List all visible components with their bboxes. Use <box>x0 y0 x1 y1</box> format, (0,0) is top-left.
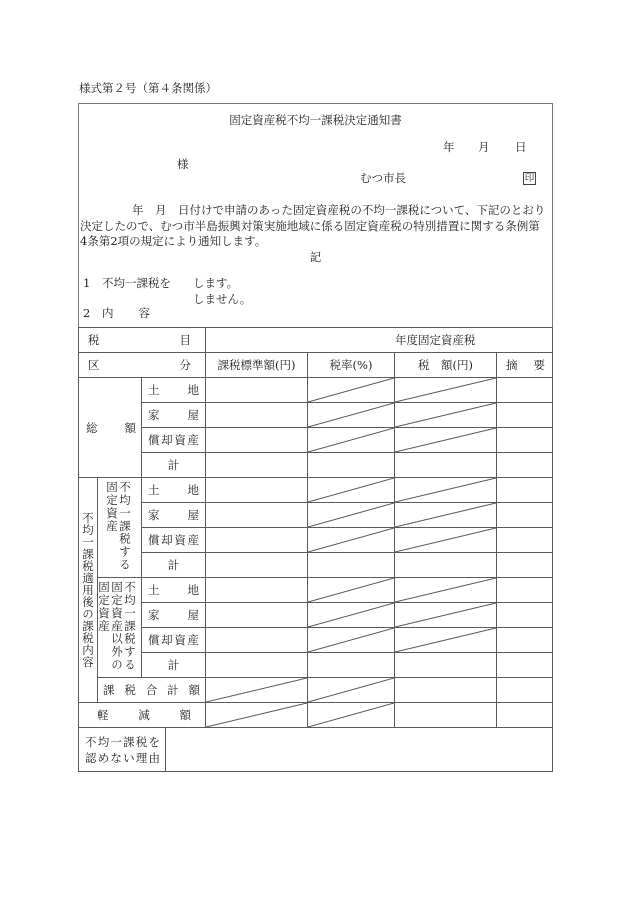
taxable-total-label-cell <box>97 677 206 703</box>
label-char: 税 <box>88 333 100 347</box>
strike-diagonal <box>395 503 496 527</box>
label-char: 資 <box>174 533 186 547</box>
strike-diagonal <box>395 528 496 552</box>
label-char: 内 <box>102 306 114 320</box>
strike-diagonal <box>395 603 496 627</box>
group1-house-tax-base-cell <box>205 502 308 528</box>
group2-depreciable-tax-rate-cell <box>307 627 395 653</box>
group1-subtotal-tax-rate-cell <box>307 552 395 578</box>
strike-diagonal <box>395 428 496 452</box>
reason-label-cell <box>78 727 166 772</box>
label-char: 課 <box>123 734 135 749</box>
group1-depreciable-remarks-cell <box>496 527 553 553</box>
land-label <box>148 482 199 498</box>
group2-depreciable-remarks-cell <box>496 627 553 653</box>
label-char: 計 <box>167 458 180 472</box>
group1-land-remarks-cell <box>496 477 553 503</box>
strike-diagonal <box>308 403 394 427</box>
notice-title: 固定資産税不均一課税決定通知書 <box>229 113 402 127</box>
strike-diagonal <box>206 678 307 702</box>
total-house-tax-amount-cell <box>394 402 497 428</box>
group1-land-tax-base-cell <box>205 477 308 503</box>
label-char: 償 <box>148 633 160 647</box>
tax-item-label <box>88 332 191 348</box>
group1-land-tax-rate-cell <box>307 477 395 503</box>
label-char: 区 <box>88 358 100 372</box>
reduction-tax-amount-cell <box>394 702 497 728</box>
date-day-label: 日 <box>515 140 527 154</box>
label-char: 償 <box>148 533 160 547</box>
group1-depreciable-label-cell <box>141 527 206 553</box>
item1-number: 1 <box>83 276 91 290</box>
label-char: 地 <box>187 383 199 397</box>
subtotal-label <box>148 557 199 573</box>
group2-house-remarks-cell <box>496 602 553 628</box>
total-subtotal-label-cell <box>141 452 206 478</box>
seal-stamp-icon: 印 <box>524 173 535 184</box>
group2-label-cell <box>97 577 142 678</box>
label-char: め <box>97 750 110 765</box>
total-subtotal-tax-rate-cell <box>307 452 395 478</box>
col-header-tax-base <box>205 352 308 378</box>
group2-label <box>97 581 136 671</box>
group1-depreciable-tax-base-cell <box>205 527 308 553</box>
subtotal-label <box>148 657 199 673</box>
strike-diagonal <box>308 703 394 727</box>
total-house-remarks-cell <box>496 402 553 428</box>
label-char: を <box>148 734 160 749</box>
body-line-1: 年 月 日付けで申請のあった固定資産税の不均一課税について、下記のとおり <box>132 203 546 217</box>
strike-diagonal <box>308 428 394 452</box>
label-char: 計 <box>167 683 179 697</box>
label-char: 分 <box>179 358 191 372</box>
group2-subtotal-remarks-cell <box>496 652 553 678</box>
group2-house-tax-amount-cell <box>394 602 497 628</box>
label-char: 家 <box>148 408 160 422</box>
item1-option-not: しません。 <box>193 292 252 306</box>
reduction-label <box>97 707 191 723</box>
land-label <box>148 382 199 398</box>
label-char: 税 <box>135 734 148 749</box>
group2-land-remarks-cell <box>496 577 553 603</box>
reduction-tax-base-cell <box>205 702 308 728</box>
reduction-remarks-cell <box>496 702 553 728</box>
label-char: 産 <box>187 533 199 547</box>
label-char: 屋 <box>187 508 199 522</box>
strike-diagonal <box>395 378 496 402</box>
col-tax-amount-label: 税 額(円) <box>418 358 473 372</box>
label-char: 資 <box>174 633 186 647</box>
strike-diagonal <box>395 578 496 602</box>
total-house-tax-base-cell <box>205 402 308 428</box>
date-month-label: 月 <box>478 140 490 154</box>
group2-land-label-cell <box>141 577 206 603</box>
label-char: 計 <box>167 658 180 672</box>
taxable-total-remarks-cell <box>496 677 553 703</box>
reason-value-cell <box>165 727 553 772</box>
taxable-total-tax-amount-cell <box>394 677 497 703</box>
col-tax-base-label: 課税標準額(円) <box>217 358 296 372</box>
reason-label-line <box>85 750 160 766</box>
total-land-tax-rate-cell <box>307 377 395 403</box>
label-char: 容 <box>138 306 150 320</box>
label-char: 土 <box>148 583 160 597</box>
label-char: 地 <box>187 583 199 597</box>
label-char: 摘 <box>506 358 518 372</box>
category-label <box>88 357 191 373</box>
group2-subtotal-tax-base-cell <box>205 652 308 678</box>
fiscal-year-header-cell <box>205 327 553 353</box>
label-char: 土 <box>148 383 160 397</box>
strike-diagonal <box>395 478 496 502</box>
subtotal-label <box>148 457 199 473</box>
label-char: 屋 <box>187 408 199 422</box>
label-char: 目 <box>179 333 191 347</box>
group1-label <box>105 481 131 571</box>
group1-label-cell <box>97 477 142 578</box>
body-line-2: 決定したので、むつ市半島振興対策実施地域に係る固定資産税の特別措置に関する条例第 <box>80 219 540 233</box>
strike-diagonal <box>308 678 394 702</box>
label-char: 均 <box>97 734 110 749</box>
item1-label: 不均一課税を <box>102 276 171 290</box>
taxable-total-tax-base-cell <box>205 677 308 703</box>
label-char: 家 <box>148 508 160 522</box>
strike-diagonal <box>308 378 394 402</box>
group1-depreciable-tax-rate-cell <box>307 527 395 553</box>
label-char: 不 <box>85 734 97 749</box>
label-char: 家 <box>148 608 160 622</box>
label-char: 合 <box>145 683 158 697</box>
depreciable-assets-label <box>148 532 199 548</box>
fiscal-year-header: 年度固定資産税 <box>395 333 476 347</box>
group2-land-tax-rate-cell <box>307 577 395 603</box>
total-land-tax-base-cell <box>205 377 308 403</box>
group2-depreciable-tax-base-cell <box>205 627 308 653</box>
label-char: 土 <box>148 483 160 497</box>
col-header-tax-rate <box>307 352 395 378</box>
label-char: 却 <box>161 533 173 547</box>
date-year-label: 年 <box>443 140 455 154</box>
label-char: 課 <box>103 683 115 697</box>
label-char: 額 <box>188 683 200 697</box>
category-header-cell <box>78 352 206 378</box>
col-tax-rate-label: 税率(%) <box>329 358 373 372</box>
total-subtotal-remarks-cell <box>496 452 553 478</box>
addressee-honorific: 様 <box>177 157 189 171</box>
total-house-tax-rate-cell <box>307 402 395 428</box>
group1-house-label-cell <box>141 502 206 528</box>
section-label-cell <box>78 477 98 703</box>
label-char: 理 <box>135 750 148 765</box>
total-label <box>86 420 136 436</box>
label-char: な <box>110 750 122 765</box>
total-land-tax-amount-cell <box>394 377 497 403</box>
group1-subtotal-tax-base-cell <box>205 552 308 578</box>
label-char: 要 <box>533 358 545 372</box>
col-header-tax-amount <box>394 352 497 378</box>
total-subtotal-tax-amount-cell <box>394 452 497 478</box>
group2-depreciable-tax-amount-cell <box>394 627 497 653</box>
body-line-3: 4条第2項の規定により通知します。 <box>80 234 267 248</box>
section-label: 不均一課税適用後の課税内容 <box>81 512 95 668</box>
label-char: 産 <box>187 633 199 647</box>
label-char: 額 <box>124 420 136 435</box>
reduction-label-cell <box>78 702 206 728</box>
group1-land-tax-amount-cell <box>394 477 497 503</box>
house-label <box>148 407 199 423</box>
total-depreciable-remarks-cell <box>496 427 553 453</box>
reason-label-line <box>85 734 160 750</box>
taxable-total-tax-rate-cell <box>307 677 395 703</box>
label-char: 税 <box>124 683 136 697</box>
total-land-label-cell <box>141 377 206 403</box>
group2-label-line: 固定資産以外の <box>110 581 124 672</box>
reduction-tax-rate-cell <box>307 702 395 728</box>
group2-label-line: 固定資産 <box>97 581 111 633</box>
group2-house-tax-rate-cell <box>307 602 395 628</box>
form-number-label: 様式第２号（第４条関係） <box>79 81 217 95</box>
strike-diagonal <box>206 703 307 727</box>
group2-subtotal-tax-amount-cell <box>394 652 497 678</box>
label-char: 償 <box>148 433 160 447</box>
group2-house-tax-base-cell <box>205 602 308 628</box>
label-char: 総 <box>86 420 98 435</box>
ki-heading: 記 <box>309 250 322 264</box>
label-char: 軽 <box>97 708 109 722</box>
strike-diagonal <box>308 503 394 527</box>
group2-house-label-cell <box>141 602 206 628</box>
total-group-label-cell <box>78 377 142 478</box>
group1-land-label-cell <box>141 477 206 503</box>
strike-diagonal <box>308 478 394 502</box>
taxable-total-label <box>103 682 200 698</box>
group1-depreciable-tax-amount-cell <box>394 527 497 553</box>
group1-house-tax-rate-cell <box>307 502 395 528</box>
group2-land-tax-base-cell <box>205 577 308 603</box>
land-label <box>148 582 199 598</box>
depreciable-assets-label <box>148 632 199 648</box>
group1-subtotal-label-cell <box>141 552 206 578</box>
strike-diagonal <box>395 403 496 427</box>
total-depreciable-tax-rate-cell <box>307 427 395 453</box>
label-char: 却 <box>161 633 173 647</box>
item2-number: 2 <box>83 306 91 320</box>
strike-diagonal <box>308 603 394 627</box>
label-char: 産 <box>187 433 199 447</box>
strike-diagonal <box>308 578 394 602</box>
item1-option-do: します。 <box>193 276 239 290</box>
label-char: 資 <box>174 433 186 447</box>
group2-label-line: 不均一課税する <box>123 581 137 672</box>
total-subtotal-tax-base-cell <box>205 452 308 478</box>
label-char: 屋 <box>187 608 199 622</box>
total-depreciable-tax-base-cell <box>205 427 308 453</box>
total-depreciable-tax-amount-cell <box>394 427 497 453</box>
group1-subtotal-remarks-cell <box>496 552 553 578</box>
group1-label-line: 不均一課税する <box>118 481 132 572</box>
group1-house-tax-amount-cell <box>394 502 497 528</box>
label-char: 一 <box>110 734 122 749</box>
total-house-label-cell <box>141 402 206 428</box>
group2-subtotal-label-cell <box>141 652 206 678</box>
issuer-name: むつ市長 <box>360 171 406 185</box>
house-label <box>148 507 199 523</box>
group1-subtotal-tax-amount-cell <box>394 552 497 578</box>
group2-land-tax-amount-cell <box>394 577 497 603</box>
strike-diagonal <box>395 628 496 652</box>
house-label <box>148 607 199 623</box>
strike-diagonal <box>308 528 394 552</box>
label-char: 減 <box>138 708 150 722</box>
label-char: 却 <box>161 433 173 447</box>
label-char: 地 <box>187 483 199 497</box>
group2-depreciable-label-cell <box>141 627 206 653</box>
label-char: 額 <box>179 708 191 722</box>
label-char: 認 <box>85 750 97 765</box>
total-land-remarks-cell <box>496 377 553 403</box>
label-char: い <box>123 750 135 765</box>
label-char: 由 <box>148 750 160 765</box>
total-depreciable-label-cell <box>141 427 206 453</box>
label-char: 計 <box>167 558 180 572</box>
tax-item-header-cell <box>78 327 206 353</box>
col-remarks-label <box>506 357 545 373</box>
strike-diagonal <box>308 628 394 652</box>
item2-label <box>102 306 150 320</box>
depreciable-assets-label <box>148 432 199 448</box>
group2-subtotal-tax-rate-cell <box>307 652 395 678</box>
group1-label-line: 固定資産 <box>105 481 119 533</box>
col-header-remarks <box>496 352 553 378</box>
group1-house-remarks-cell <box>496 502 553 528</box>
